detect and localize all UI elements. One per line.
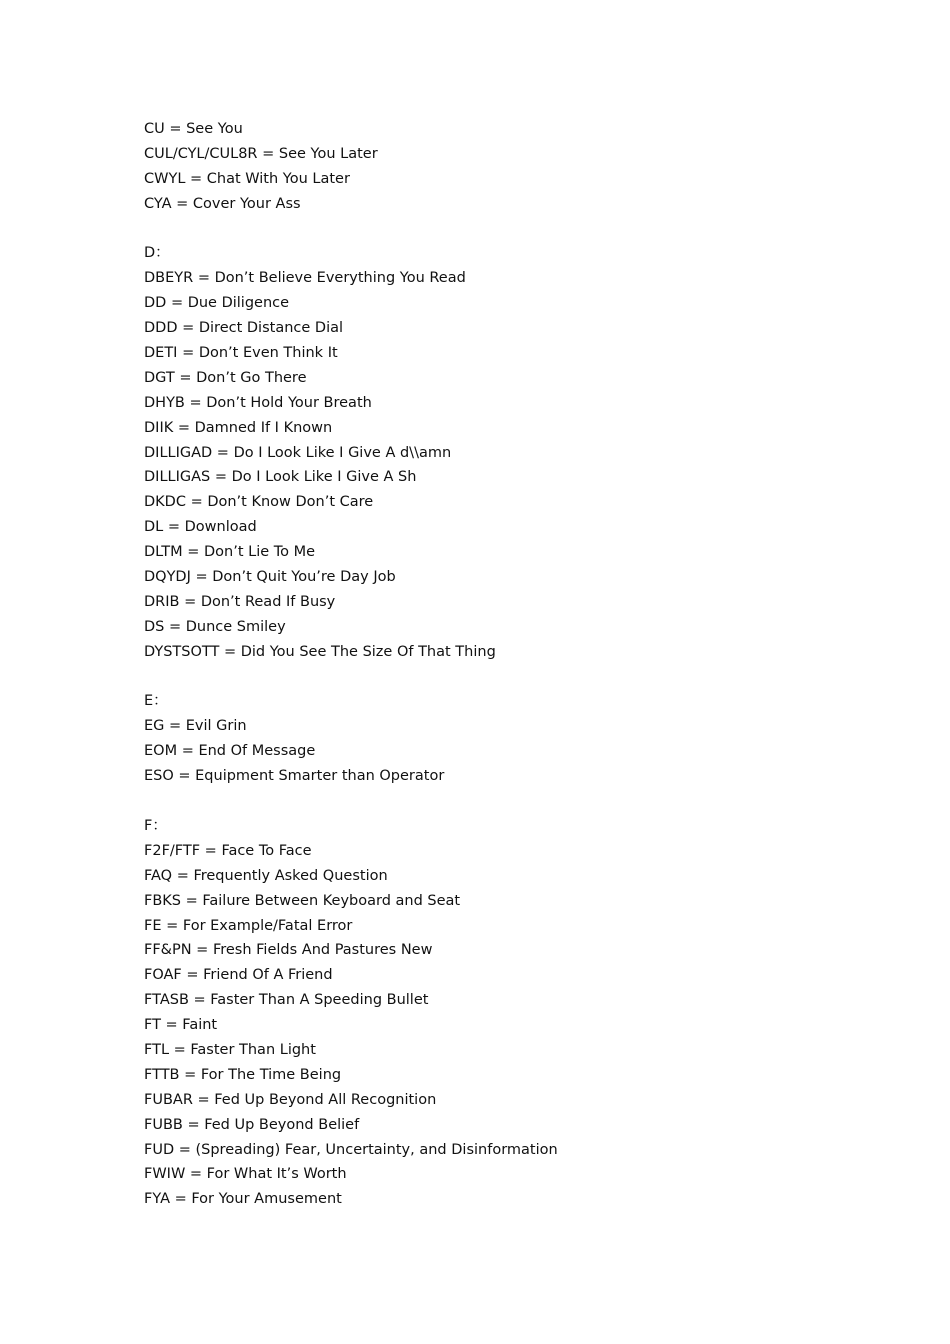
abbreviation-entry: DLTM = Don’t Lie To Me [144, 544, 316, 561]
abbreviation-entry: FBKS = Failure Between Keyboard and Seat [144, 892, 461, 909]
abbreviation-entry: DS = Dunce Smiley [144, 618, 286, 635]
abbreviation-entry: CWYL = Chat With You Later [144, 170, 350, 187]
abbreviation-entry: DYSTSOTT = Did You See The Size Of That Thing [144, 643, 496, 660]
abbreviation-entry: DDD = Direct Distance Dial [144, 320, 344, 337]
abbreviation-entry: DGT = Don’t Go There [144, 369, 307, 386]
abbreviation-entry: DETI = Don’t Even Think It [144, 345, 338, 362]
abbreviation-entry: CU = See You [144, 121, 243, 137]
abbreviation-entry: FOAF = Friend Of A Friend [144, 967, 333, 984]
abbreviation-entry: DBEYR = Don’t Believe Everything You Read [144, 270, 466, 287]
document-body [144, 117, 904, 1212]
abbreviation-entry: FWIW = For What It’s Worth [144, 1166, 347, 1183]
section-heading: F： [144, 817, 167, 834]
abbreviation-entry: DKDC = Don’t Know Don’t Care [144, 494, 374, 511]
abbreviation-entry: DL = Download [144, 519, 257, 536]
abbreviation-entry: DHYB = Don’t Hold Your Breath [144, 394, 372, 411]
blank-line [144, 665, 904, 690]
abbreviation-entry: CUL/CYL/CUL8R = See You Later [144, 145, 378, 162]
abbreviation-entry: FYA = For Your Amusement [144, 1191, 342, 1208]
abbreviation-entry: DRIB = Don’t Read If Busy [144, 593, 336, 610]
abbreviation-entry: EG = Evil Grin [144, 718, 247, 735]
abbreviation-entry: DIIK = Damned If I Known [144, 419, 333, 436]
abbreviation-entry: DILLIGAD = Do I Look Like I Give A d\\amn [144, 444, 452, 461]
abbreviation-entry: F2F/FTF = Face To Face [144, 842, 312, 859]
abbreviation-entry: FTASB = Faster Than A Speeding Bullet [144, 992, 429, 1009]
abbreviation-entry: FF&PN = Fresh Fields And Pastures New [144, 942, 433, 959]
abbreviation-entry: DILLIGAS = Do I Look Like I Give A Sh [144, 469, 417, 486]
abbreviation-entry: FUBB = Fed Up Beyond Belief [144, 1116, 360, 1133]
abbreviation-entry: FUBAR = Fed Up Beyond All Recognition [144, 1091, 437, 1108]
abbreviation-entry: CYA = Cover Your Ass [144, 195, 301, 212]
abbreviation-entry: FAQ = Frequently Asked Question [144, 867, 388, 884]
abbreviation-entry: FTL = Faster Than Light [144, 1041, 316, 1058]
abbreviation-entry: EOM = End Of Message [144, 743, 316, 760]
blank-line [144, 789, 904, 814]
abbreviation-entry: FUD = (Spreading) Fear, Uncertainty, and Disinformation [144, 1141, 558, 1158]
abbreviation-entry: DQYDJ = Don’t Quit You’re Day Job [144, 569, 396, 586]
section-heading: E： [144, 693, 168, 710]
abbreviation-entry: FE = For Example/Fatal Error [144, 917, 353, 934]
abbreviation-entry: FTTB = For The Time Being [144, 1066, 342, 1083]
blank-line [144, 217, 904, 242]
abbreviation-entry: DD = Due Diligence [144, 295, 290, 312]
abbreviation-entry: ESO = Equipment Smarter than Operator [144, 768, 445, 785]
abbreviation-entry: FT = Faint [144, 1017, 218, 1034]
section-heading: D： [144, 245, 170, 262]
